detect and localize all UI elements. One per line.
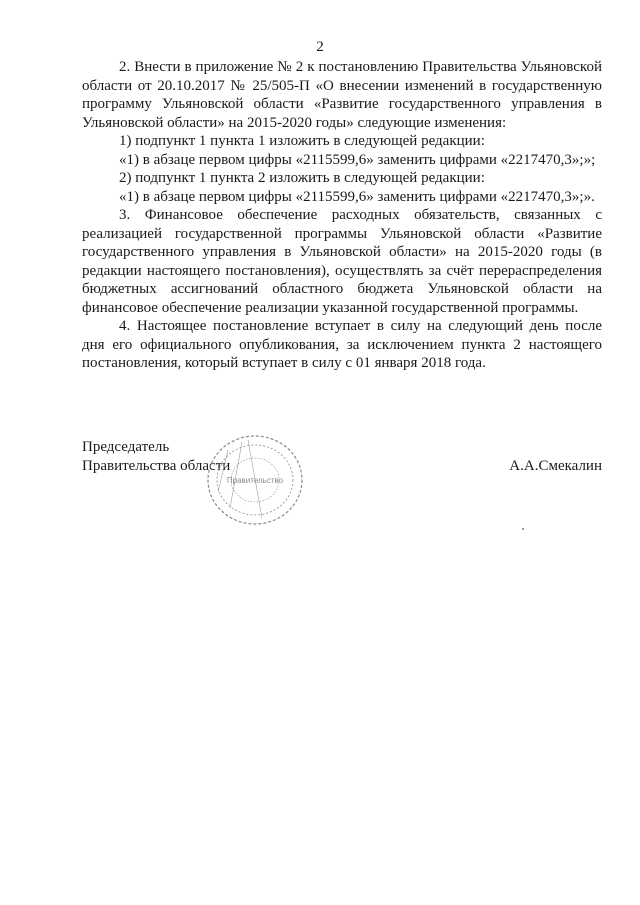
signatory-name: А.А.Смекалин	[509, 458, 602, 474]
paragraph-item-2: 2. Внести в приложение № 2 к постановлению Правительства Ульяновской области от 20.10.2017 № 25/505-П «О внесении изменений в государственную программу Ульяновской области «Развитие государственного управления в Ульяновской области» на 2015-2020 годы» следующие изменения:	[82, 59, 602, 131]
scan-speck	[522, 528, 524, 530]
document-body	[82, 58, 602, 373]
signatory-title-line1: Председатель	[82, 439, 170, 455]
paragraph-subitem-2: 2) подпункт 1 пункта 2 изложить в следующей редакции:	[119, 170, 485, 186]
paragraph-quote-2: «1) в абзаце первом цифры «2115599,6» заменить цифрами «2217470,3»;».	[119, 188, 595, 205]
signature-block	[82, 438, 602, 498]
paragraph-item-4: 4. Настоящее постановление вступает в силу на следующий день после дня его официального опубликования, за исключением пункта 2 настоящего постановления, который вступает в силу с 01 января 2018 года.	[82, 318, 602, 371]
stamp-text: Правительство	[226, 476, 284, 485]
paragraph-item-3: 3. Финансовое обеспечение расходных обязательств, связанных с реализацией государственной программы Ульяновской области «Развитие государственного управления в Ульяновской области» на 2015-2020 годы (в редакции настоящего постановления), осуществлять за счёт перераспределения бюджетных ассигнований областного бюджета Ульяновской области на финансовое обеспечение реализации указанной государственной программы.	[82, 207, 602, 316]
page-number: 2	[316, 39, 324, 55]
signatory-title-line2: Правительства области	[82, 458, 231, 474]
official-stamp-seal	[200, 430, 310, 530]
paragraph-subitem-1: 1) подпункт 1 пункта 1 изложить в следующей редакции:	[119, 133, 485, 149]
paragraph-quote-1: «1) в абзаце первом цифры «2115599,6» заменить цифрами «2217470,3»;»;	[119, 151, 596, 168]
